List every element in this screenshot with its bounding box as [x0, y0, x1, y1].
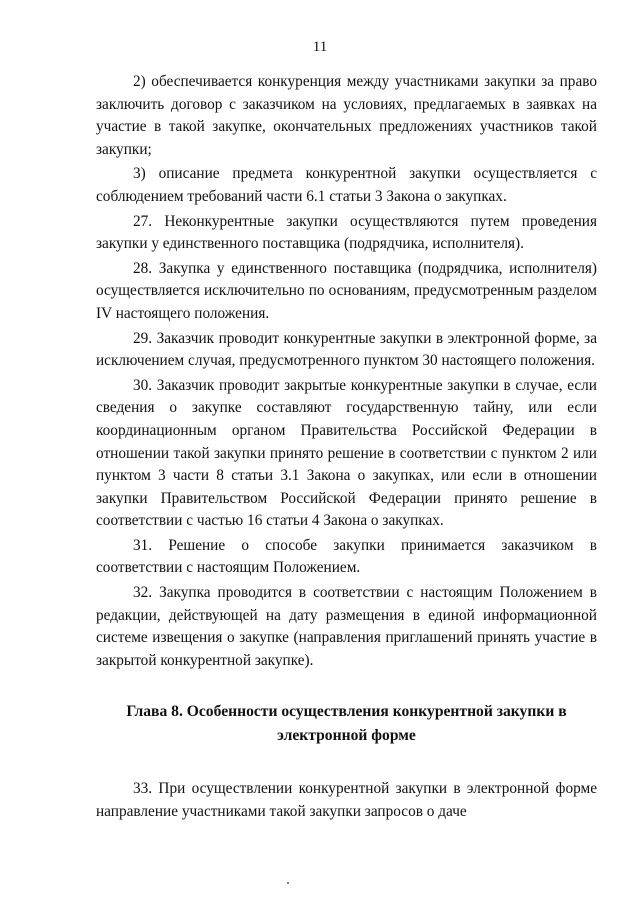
paragraph-30: 30. Заказчик проводит закрытые конкурентные закупки в случае, если сведения о закупке составляют государственную тайну, или если координационным органом Правительства Российской Федерации в отношении такой закупки принято решение в соответствии с пунктом 2 или пунктом 3 части 8 статьи 3.1 Закона о закупках, или если в отношении закупки Правительством Российской Федерации принято решение в соответствии с частью 16 статьи 4 Закона о закупках.: [96, 376, 597, 530]
document-body: [96, 71, 597, 826]
chapter-heading: Глава 8. Особенности осуществления конкурентной закупки в электронной форме: [126, 703, 567, 745]
paragraph-31: 31. Решение о способе закупки принимается заказчиком в соответствии с настоящим Положением.: [96, 536, 597, 577]
paragraph-item-3: 3) описание предмета конкурентной закупки осуществляется с соблюдением требований части 6.1 статьи 3 Закона о закупках.: [96, 165, 597, 205]
paragraph-28: 28. Закупка у единственного поставщика (подрядчика, исполнителя) осуществляется исключительно по основаниям, предусмотренным разделом IV настоящего положения.: [96, 259, 597, 322]
paragraph-33: 33. При осуществлении конкурентной закупки в электронной форме направление участниками такой закупки запросов о даче: [96, 780, 597, 821]
paragraph-29: 29. Заказчик проводит конкурентные закупки в электронной форме, за исключением случая, предусмотренного пунктом 30 настоящего положения.: [96, 329, 597, 370]
paragraph-27: 27. Неконкурентные закупки осуществляются путем проведения закупки у единственного поставщика (подрядчика, исполнителя).: [96, 212, 597, 253]
paragraph-32: 32. Закупка проводится в соответствии с настоящим Положением в редакции, действующей на дату размещения в единой информационной системе извещения о закупке (направления приглашений принять участие в закрытой конкурентной закупке).: [96, 584, 597, 669]
page-number: 11: [312, 39, 328, 55]
paragraph-item-2: 2) обеспечивается конкуренция между участниками закупки за право заключить договор с заказчиком на условиях, предлагаемых в заявках на участие в такой закупке, окончательных предложениях участников такой закупки;: [96, 73, 597, 158]
scan-speck: [287, 882, 289, 884]
